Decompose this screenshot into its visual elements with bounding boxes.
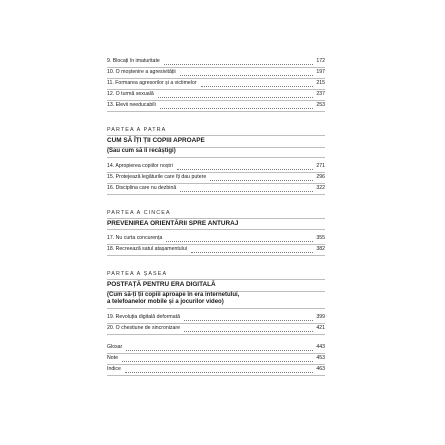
leader-dots — [160, 108, 313, 109]
leader-dots — [184, 320, 313, 321]
leader-dots — [164, 64, 313, 65]
leader-dots — [125, 372, 313, 373]
toc-part-4 — [107, 127, 325, 195]
table-of-contents — [107, 57, 325, 376]
part-label: PARTEA A PATRA — [107, 127, 325, 136]
toc-entry — [107, 90, 325, 101]
toc-entry-title: 18. Recreează satul atașamentului — [107, 246, 187, 253]
toc-entry-page: 215 — [316, 80, 325, 86]
part-subtitle-line-1: (Cum să-ți ții copiii aproape în era internetului, — [107, 291, 240, 298]
toc-entry-title: Glosar — [107, 344, 123, 351]
part-label: PARTEA A CINCEA — [107, 210, 325, 219]
part-title: PREVENIREA ORIENTĂRII SPRE ANTURAJ — [107, 220, 325, 231]
toc-entry — [107, 162, 325, 173]
leader-dots — [126, 350, 313, 351]
toc-part-6 — [107, 271, 325, 335]
toc-entry — [107, 173, 325, 184]
toc-entry-page: 172 — [316, 58, 325, 64]
toc-entry-title: 15. Protejează legăturile care îți dau putere — [107, 173, 207, 180]
leader-dots — [184, 331, 313, 332]
toc-entry-page: 399 — [316, 314, 325, 321]
toc-entry-page: 253 — [316, 102, 325, 108]
toc-entry — [107, 343, 325, 354]
toc-entry-page: 271 — [316, 162, 325, 169]
toc-entry-page: 421 — [316, 325, 325, 332]
toc-entry-title: 10. O moștenire a agresivității — [107, 69, 176, 75]
toc-entry-title: 11. Formarea agresorilor și a victimelor — [107, 80, 197, 86]
toc-entry-title: Indice — [107, 366, 121, 373]
toc-entry-title: 16. Disciplina care nu dezbină — [107, 184, 177, 191]
toc-entry-title: 13. Elevii needucabili — [107, 102, 156, 108]
toc-entry-page: 382 — [316, 246, 325, 253]
toc-entry — [107, 324, 325, 335]
leader-dots — [210, 180, 313, 181]
toc-entry — [107, 68, 325, 79]
toc-entry — [107, 313, 325, 324]
leader-dots — [166, 241, 313, 242]
leader-dots — [191, 252, 313, 253]
toc-back-matter — [107, 343, 325, 376]
leader-dots — [180, 75, 313, 76]
toc-entry-page: 322 — [316, 184, 325, 191]
toc-entry-title: 17. Nu curta concurența — [107, 235, 163, 242]
toc-group-part3-tail — [107, 57, 325, 112]
toc-entry-title: 19. Revoluția digitală deformată — [107, 314, 180, 321]
toc-entry-title: 9. Blocați în imaturitate — [107, 58, 160, 64]
toc-entry-page: 443 — [316, 344, 325, 351]
toc-entry-title: 14. Apropierea copiilor noștri — [107, 162, 173, 169]
part-title: CUM SĂ ÎȚI ȚII COPIII APROAPE — [107, 137, 325, 148]
toc-entry-page: 355 — [316, 235, 325, 242]
toc-entry-page: 237 — [316, 91, 325, 97]
toc-entry-page: 296 — [316, 173, 325, 180]
leader-dots — [201, 86, 313, 87]
toc-entry-page: 197 — [316, 69, 325, 75]
toc-entry — [107, 184, 325, 195]
toc-entry-page: 453 — [316, 355, 325, 362]
toc-entry — [107, 234, 325, 245]
toc-entry-page: 463 — [316, 366, 325, 373]
toc-entry-title: 20. O chestiune de sincronizare — [107, 325, 180, 332]
toc-entry — [107, 57, 325, 68]
part-title: POSTFAȚĂ PENTRU ERA DIGITALĂ — [107, 281, 325, 292]
toc-entry — [107, 365, 325, 376]
leader-dots — [122, 361, 313, 362]
toc-entry — [107, 245, 325, 256]
toc-part-5 — [107, 210, 325, 257]
part-subtitle: (Sau cum să îi recâștigi) — [107, 148, 325, 158]
toc-entry-title: 12. O turmă sexuală — [107, 91, 154, 97]
leader-dots — [177, 169, 313, 170]
toc-entry-title: Note — [107, 355, 118, 362]
part-subtitle-line-2: a telefoanelor mobile și a jocurilor video) — [107, 299, 325, 309]
toc-entry — [107, 79, 325, 90]
toc-entry — [107, 354, 325, 365]
part-label: PARTEA A ȘASEA — [107, 271, 325, 280]
toc-entry — [107, 101, 325, 112]
leader-dots — [180, 191, 313, 192]
leader-dots — [158, 97, 313, 98]
